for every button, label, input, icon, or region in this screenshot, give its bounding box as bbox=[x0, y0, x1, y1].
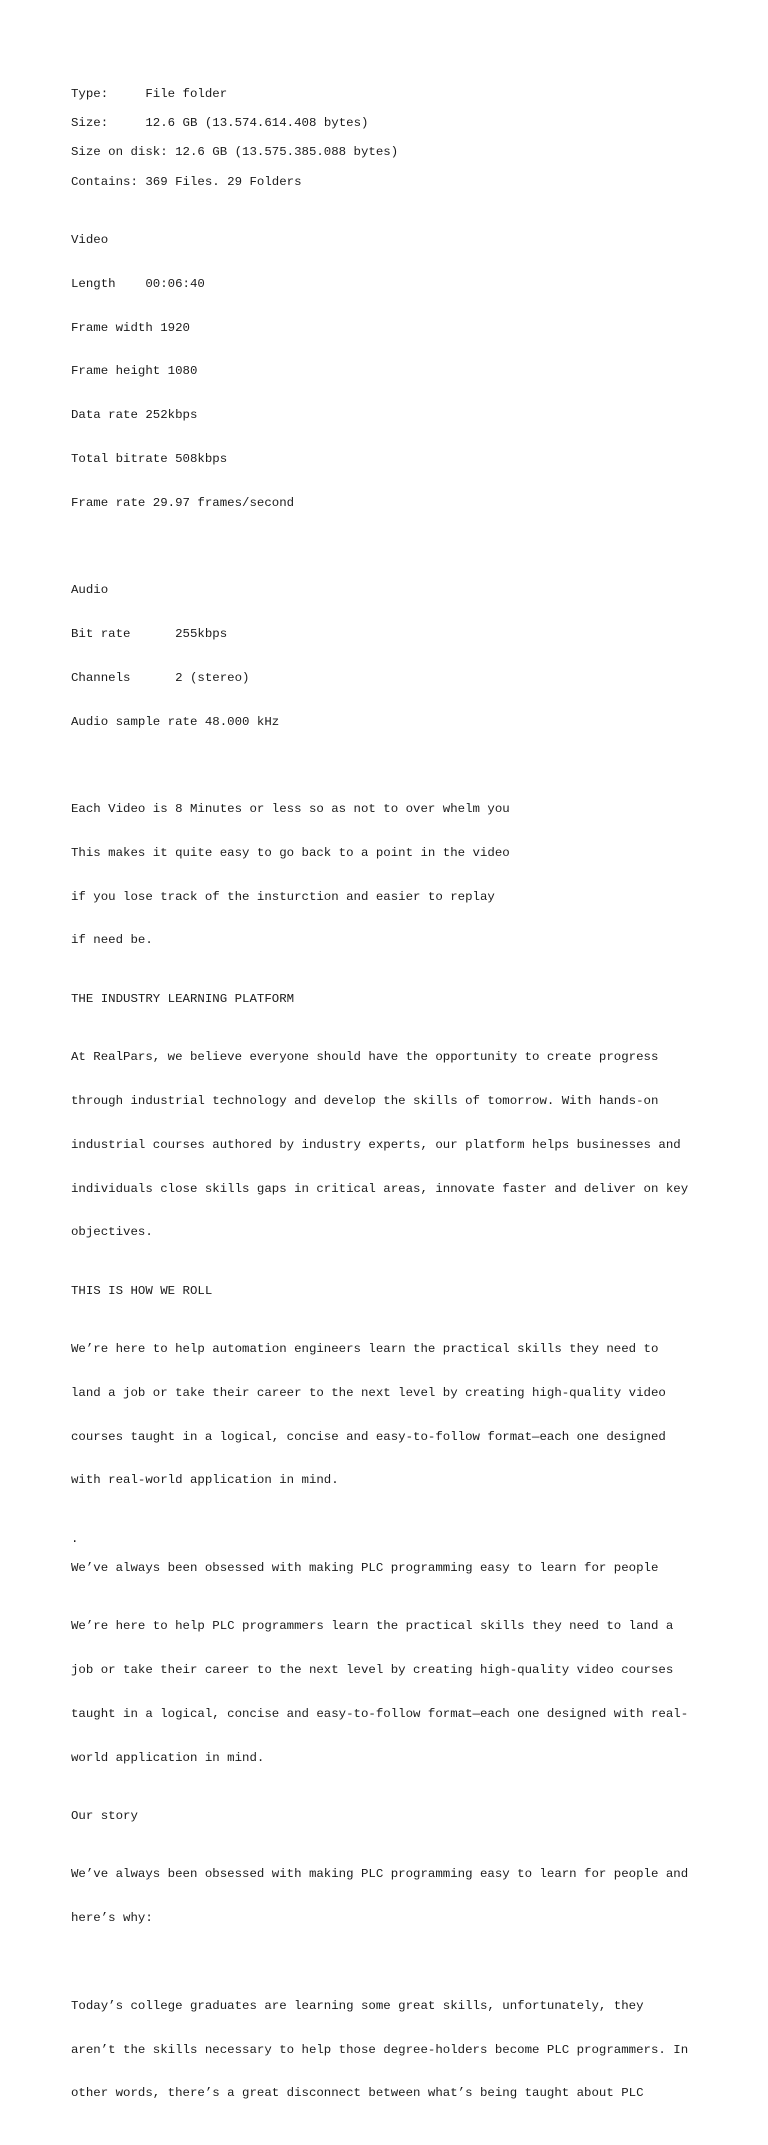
video-length: Length 00:06:40 bbox=[71, 276, 205, 291]
audio-channels: Channels 2 (stereo) bbox=[71, 670, 250, 685]
plc-line: We’re here to help PLC programmers learn the practical skills they need to land a bbox=[71, 1619, 674, 1634]
plc-line: job or take their career to the next level by creating high-quality video courses bbox=[71, 1663, 674, 1678]
obsessed-line: We’ve always been obsessed with making PLC programming easy to learn for people bbox=[71, 1560, 659, 1575]
type-value: File folder bbox=[145, 87, 228, 101]
video-note-line: if need be. bbox=[71, 933, 153, 948]
size-label: Size: bbox=[71, 116, 109, 131]
size-on-disk-row: Size on disk: 12.6 GB (13.575.385.088 bytes) bbox=[71, 145, 399, 160]
story-intro-line: here’s why: bbox=[71, 1911, 153, 1926]
audio-sample-rate: Audio sample rate 48.000 kHz bbox=[71, 714, 280, 729]
document-page bbox=[71, 87, 711, 2145]
story-intro-paragraph bbox=[71, 1838, 711, 1955]
video-heading: Video bbox=[71, 232, 109, 247]
video-note-line: if you lose track of the insturction and easier to replay bbox=[71, 889, 495, 904]
platform-line: industrial courses authored by industry experts, our platform helps businesses and bbox=[71, 1137, 681, 1152]
story-line: aren’t the skills necessary to help those degree-holders become PLC programmers. In bbox=[71, 2042, 689, 2057]
story-heading: Our story bbox=[71, 1809, 138, 1824]
roll-line: land a job or take their career to the next level by creating high-quality video bbox=[71, 1385, 666, 1400]
roll-paragraph bbox=[71, 1313, 711, 1517]
size-row bbox=[71, 116, 711, 131]
platform-line: objectives. bbox=[71, 1225, 153, 1240]
plc-line: world application in mind. bbox=[71, 1750, 265, 1765]
video-total-bitrate: Total bitrate 508kbps bbox=[71, 451, 228, 466]
platform-line: At RealPars, we believe everyone should have the opportunity to create progress bbox=[71, 1050, 659, 1065]
audio-bit-rate: Bit rate 255kbps bbox=[71, 626, 228, 641]
platform-line: through industrial technology and develop the skills of tomorrow. With hands-on bbox=[71, 1093, 659, 1108]
roll-line: We’re here to help automation engineers learn the practical skills they need to bbox=[71, 1342, 659, 1357]
video-frame-rate: Frame rate 29.97 frames/second bbox=[71, 495, 295, 510]
dot-separator: . bbox=[71, 1531, 79, 1546]
type-label: Type: bbox=[71, 87, 109, 101]
audio-section bbox=[71, 554, 711, 758]
roll-line: courses taught in a logical, concise and easy-to-follow format—each one designed bbox=[71, 1429, 666, 1444]
story-line: Today’s college graduates are learning some great skills, unfortunately, they bbox=[71, 1998, 644, 2013]
type-row bbox=[71, 87, 711, 102]
plc-paragraph bbox=[71, 1590, 711, 1794]
video-data-rate: Data rate 252kbps bbox=[71, 408, 198, 423]
video-section bbox=[71, 204, 711, 540]
roll-line: with real-world application in mind. bbox=[71, 1473, 339, 1488]
platform-paragraph bbox=[71, 1021, 711, 1269]
platform-heading: THE INDUSTRY LEARNING PLATFORM bbox=[71, 991, 295, 1006]
video-note-line: Each Video is 8 Minutes or less so as not to over whelm you bbox=[71, 802, 510, 817]
plc-line: taught in a logical, concise and easy-to-follow format—each one designed with real- bbox=[71, 1706, 689, 1721]
video-frame-width: Frame width 1920 bbox=[71, 320, 190, 335]
size-value: 12.6 GB (13.574.614.408 bytes) bbox=[145, 116, 369, 131]
video-note-line: This makes it quite easy to go back to a point in the video bbox=[71, 845, 510, 860]
story-intro-line: We’ve always been obsessed with making PLC programming easy to learn for people and bbox=[71, 1867, 689, 1882]
contains-row: Contains: 369 Files. 29 Folders bbox=[71, 174, 302, 189]
story-paragraph bbox=[71, 1970, 711, 2131]
audio-heading: Audio bbox=[71, 583, 109, 598]
video-note-paragraph bbox=[71, 773, 711, 977]
platform-line: individuals close skills gaps in critical areas, innovate faster and deliver on key bbox=[71, 1181, 689, 1196]
story-line: other words, there’s a great disconnect between what’s being taught about PLC bbox=[71, 2086, 644, 2101]
roll-heading: THIS IS HOW WE ROLL bbox=[71, 1283, 213, 1298]
video-frame-height: Frame height 1080 bbox=[71, 364, 198, 379]
